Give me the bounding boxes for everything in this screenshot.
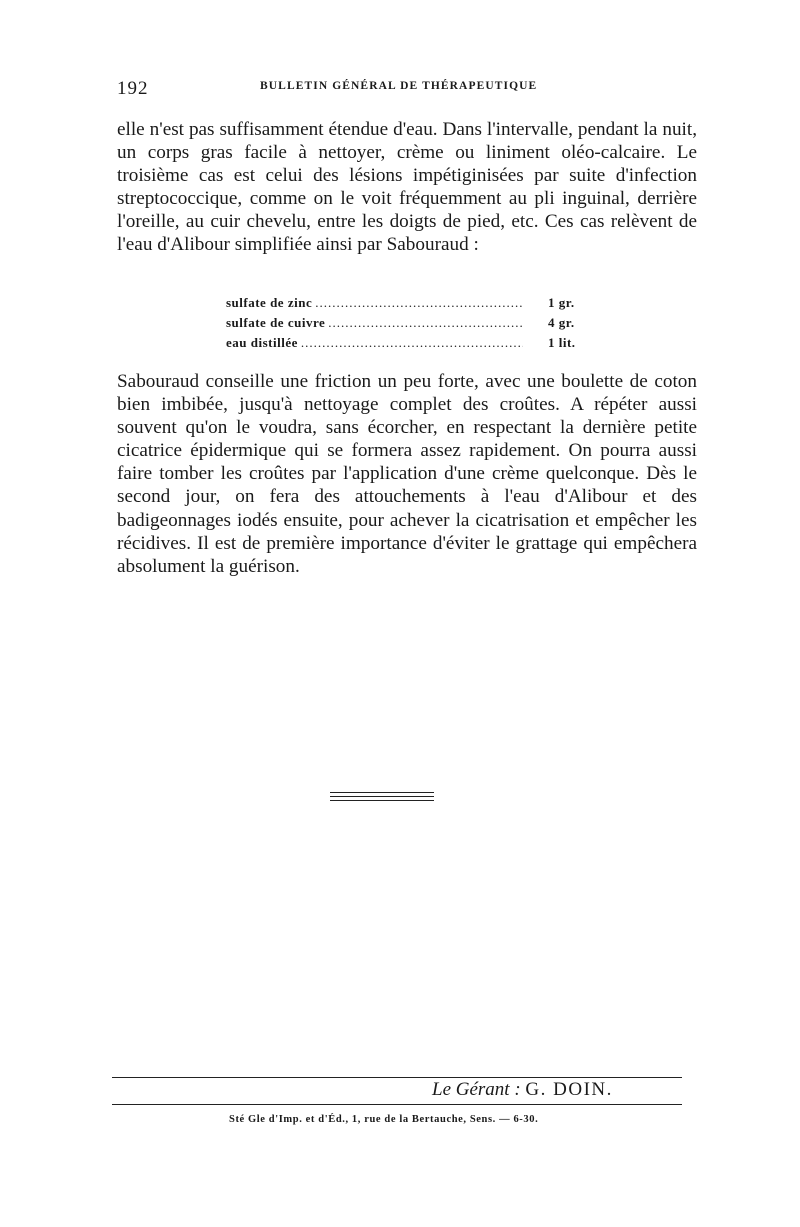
formula-ingredient: sulfate de cuivre [226,315,326,330]
gerant-line [432,1079,613,1101]
body-paragraph-1: elle n'est pas suffisamment étendue d'eau. Dans l'intervalle, pendant la nuit, un corps gras facile à nettoyer, crème ou liniment oléo-calcaire. Le troisième cas est celui des lésions impétiginisées par suite d'infection streptococcique, comme on le voit fréquemment au pli inguinal, derrière l'oreille, au cuir chevelu, entre les doigts de pied, etc. Ces cas relèvent de l'eau d'Alibour simplifiée ainsi par Sabouraud : [117,119,697,256]
section-end-rule [330,792,434,793]
formula-row [226,313,586,333]
formula-quantity: 4 gr. [548,315,575,330]
formula-row [226,333,586,353]
formula-row [226,293,586,313]
formula-ingredient: eau distillée [226,335,298,350]
formula-leader-dots [301,333,523,353]
gerant-name: G. DOIN. [525,1079,613,1100]
body-paragraph-2: Sabouraud conseille une friction un peu forte, avec une boulette de coton bien imbibée, jusqu'à nettoyage complet des croûtes. A répéter aussi souvent qu'on le voudra, sans écorcher, en respectant la dernière petite cicatrice épidermique qui se formera assez rapidement. On pourra aussi faire tomber les croûtes par l'application d'une crème quelconque. Dès le second jour, on fera des attouchements à l'eau d'Alibour et des badigeonnages iodés ensuite, pour achever la cicatrisation et empêcher les récidives. Il est de première importance d'éviter le grattage qui empêchera absolument la guérison. [117,371,697,577]
footer-rule-bottom [112,1104,682,1105]
formula-table [226,293,586,353]
formula-leader-dots [328,313,523,333]
footer-rule-top [112,1077,682,1078]
page-number: 192 [117,78,149,99]
formula-quantity: 1 gr. [548,295,575,310]
gerant-label: Le Gérant : [432,1079,521,1100]
section-end-rule [330,796,434,797]
formula-leader-dots [315,293,523,313]
formula-ingredient: sulfate de zinc [226,295,313,310]
printer-imprint: Sté Gle d'Imp. et d'Éd., 1, rue de la Bertauche, Sens. — 6-30. [229,1114,539,1125]
running-header: BULLETIN GÉNÉRAL DE THÉRAPEUTIQUE [260,80,538,92]
section-end-rule [330,800,434,801]
formula-quantity: 1 lit. [548,335,576,350]
